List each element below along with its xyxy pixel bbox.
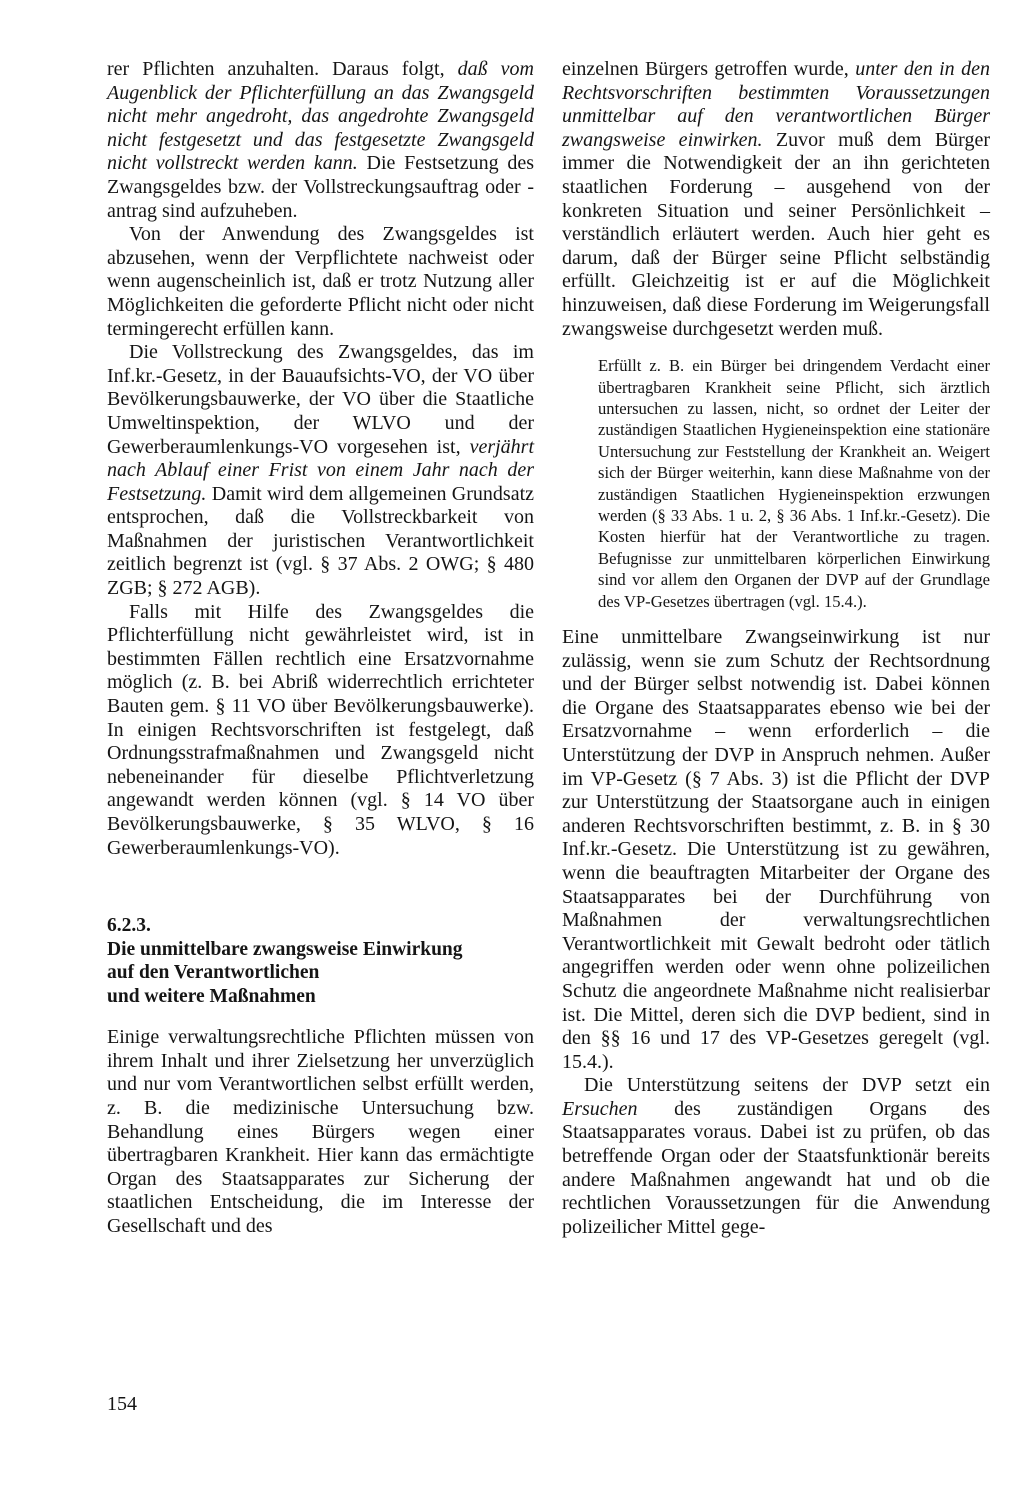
page-number: 154 xyxy=(107,1393,137,1415)
left-column xyxy=(107,58,534,1239)
paragraph-verwaltungsrechtliche-pflichten: Einige verwaltungsrechtliche Pflichten müssen von ihrem Inhalt und ihrer Zielsetzung her unverzüglich und nur vom Verantwortlichen selbst erfüllt werden, z. B. die medizinische Untersuchung bzw. Behandlung eines Bürgers wegen einer übertragbaren Krankheit. Hier kann das ermächtigte Organ des Staatsapparates zur Sicherung der staatlichen Entscheidung, die im Interesse der Gesellschaft und des xyxy=(107,1026,534,1237)
paragraph-ersatzvornahme: Falls mit Hilfe des Zwangsgeldes die Pflichterfüllung nicht gewährleistet wird, ist in bestimmten Fällen rechtlich eine Ersatzvornahme möglich (z. B. bei Abriß widerrechtlich errichteter Bauten gem. § 11 VO über Bevölkerungsbauwerke). In einigen Rechtsvorschriften ist festgelegt, daß Ordnungsstrafmaßnahmen und Zwangsgeld nicht nebeneinander für dieselbe Pflichtverletzung angewandt werden können (vgl. § 14 VO über Bevölkerungsbauwerke, § 35 WLVO, § 16 Gewerberaumlenkungs-VO). xyxy=(107,600,534,859)
right-column xyxy=(562,58,990,1239)
paragraph-zwangsgeld-pflichterfuellung xyxy=(107,58,534,223)
italic-emphasis: daß vom Augenblick der Pflichterfüllung an das Zwangsgeld nicht mehr angedroht, das angedrohte Zwangsgeld nicht festgesetzt und das festgesetzte Zwangsgeld nicht vollstreckt werden kann. xyxy=(107,58,534,175)
section-title-line-2: auf den Verantwortlichen xyxy=(107,962,320,984)
paragraph-absehen-zwangsgeld: Von der Anwendung des Zwangsgeldes ist abzusehen, wenn der Verpflichtete nachweist oder wenn augenscheinlich ist, daß er trotz Nutzung aller Möglichkeiten die geforderte Pflicht nicht oder nicht termingerecht erfüllen kann. xyxy=(107,223,534,340)
text-run: rer Pflichten anzuhalten. Daraus folgt, xyxy=(107,58,458,80)
text-run: Damit wird dem allgemeinen Grundsatz entsprochen, daß die Vollstreckbarkeit von Maßnahmen der juristischen Verantwortlichkeit zeitlich begrenzt ist (vgl. § 37 Abs. 2 OWG; § 480 ZGB; § 272 AGB). xyxy=(107,482,534,600)
paragraph-verjaehrung xyxy=(107,341,534,601)
section-title-line-1: Die unmittelbare zwangsweise Einwirkung xyxy=(107,938,463,960)
section-heading xyxy=(107,914,534,1008)
italic-emphasis: Ersuchen xyxy=(562,1097,638,1120)
text-run: des zuständigen Organs des Staatsapparates voraus. Dabei ist zu prüfen, ob das betreffende Organ oder der Staatsfunktionär bereits andere Maßnahmen angewandt hat und ob die rechtlichen Voraussetzungen für die Anwendung polizeilicher Mittel gege- xyxy=(562,1097,990,1238)
text-run: Zuvor muß dem Bürger immer die Notwendigkeit der an ihn gerichteten staatlichen Forderung – ausgehend von der konkreten Situation und seiner Persönlichkeit – verständlich erläutert werden. Auch hier geht es darum, daß der Bürger seine Pflicht selbständig erfüllt. Gleichzeitig ist er auf die Möglichkeit hinzuweisen, daß diese Forderung im Weigerungsfall zwangsweise durchgesetzt werden muß. xyxy=(562,128,990,340)
paragraph-unmittelbare-zwangseinwirkung: Eine unmittelbare Zwangseinwirkung ist nur zulässig, wenn sie zum Schutz der Rechtsordnung und der Bürger selbst notwendig ist. Dabei können die Organe des Staatsapparates ebenso wie bei der Ersatzvornahme – wenn erforderlich – die Unterstützung der DVP in Anspruch nehmen. Außer im VP-Gesetz (§ 7 Abs. 3) ist die Pflicht der DVP zur Unterstützung der Staatsorgane auch in einigen anderen Rechtsvorschriften bestimmt, z. B. in § 30 Inf.kr.-Gesetz. Die Unterstützung ist zu gewähren, wenn die beauftragten Mitarbeiter der Organe des Staatsapparates bei der Durchführung von Maßnahmen der verwaltungsrechtlichen Verantwortlichkeit mit Gewalt bedroht oder tätlich angegriffen werden oder wenn ohne polizeilichen Schutz die angeordnete Maßnahme nicht realisierbar ist. Die Mittel, deren sich die DVP bedient, sind in den §§ 16 und 17 des VP-Gesetzes geregelt (vgl. 15.4.). xyxy=(562,626,990,1073)
section-number: 6.2.3. xyxy=(107,915,151,937)
paragraph-ersuchen-dvp xyxy=(562,1074,990,1239)
italic-emphasis: verjährt nach Ablauf einer Frist von einem Jahr nach der Festsetzung. xyxy=(107,435,534,505)
text-run: einzelnen Bürgers getroffen wurde, xyxy=(562,58,856,80)
example-block: Erfüllt z. B. ein Bürger bei dringendem Verdacht einer übertragbaren Krankheit seine Pflicht, sich ärztlich untersuchen zu lassen, nicht, so ordnet der Leiter der zuständigen Staatlichen Hygieneinspektion eine stationäre Untersuchung zur Feststellung der Krankheit an. Weigert sich der Bürger weiterhin, kann diese Maßnahme von der zuständigen Staatlichen Hygieneinspektion erzwungen werden (§ 33 Abs. 1 u. 2, § 36 Abs. 1 Inf.kr.-Gesetz). Die Kosten hierfür hat der Verantwortliche zu tragen. Befugnisse zur unmittelbaren körperlichen Einwirkung sind vor allem den Organen der DVP auf der Grundlage des VP-Gesetzes übertragen (vgl. 15.4.). xyxy=(598,356,990,611)
text-run: Die Unterstützung seitens der DVP setzt ein xyxy=(584,1074,990,1097)
section-title-line-3: und weitere Maßnahmen xyxy=(107,985,316,1007)
text-run: Die Vollstreckung des Zwangsgeldes, das im Inf.kr.-Gesetz, in der Bauaufsichts-VO, der VO über Bevölkerungsbauwerke, der VO über die Staatliche Umweltinspektion, der WLVO und der Gewerberaumlenkungs-VO vorgesehen ist, xyxy=(107,341,534,458)
text-run: Die Festsetzung des Zwangsgeldes bzw. der Vollstreckungsauftrag oder -antrag sind aufzuheben. xyxy=(107,152,534,222)
paragraph-zwangsweise-einwirkung xyxy=(562,58,990,341)
italic-emphasis: unter den in den Rechtsvorschriften bestimmten Voraussetzungen unmittelbar auf den verantwortlichen Bürger zwangsweise einwirken. xyxy=(562,58,990,151)
